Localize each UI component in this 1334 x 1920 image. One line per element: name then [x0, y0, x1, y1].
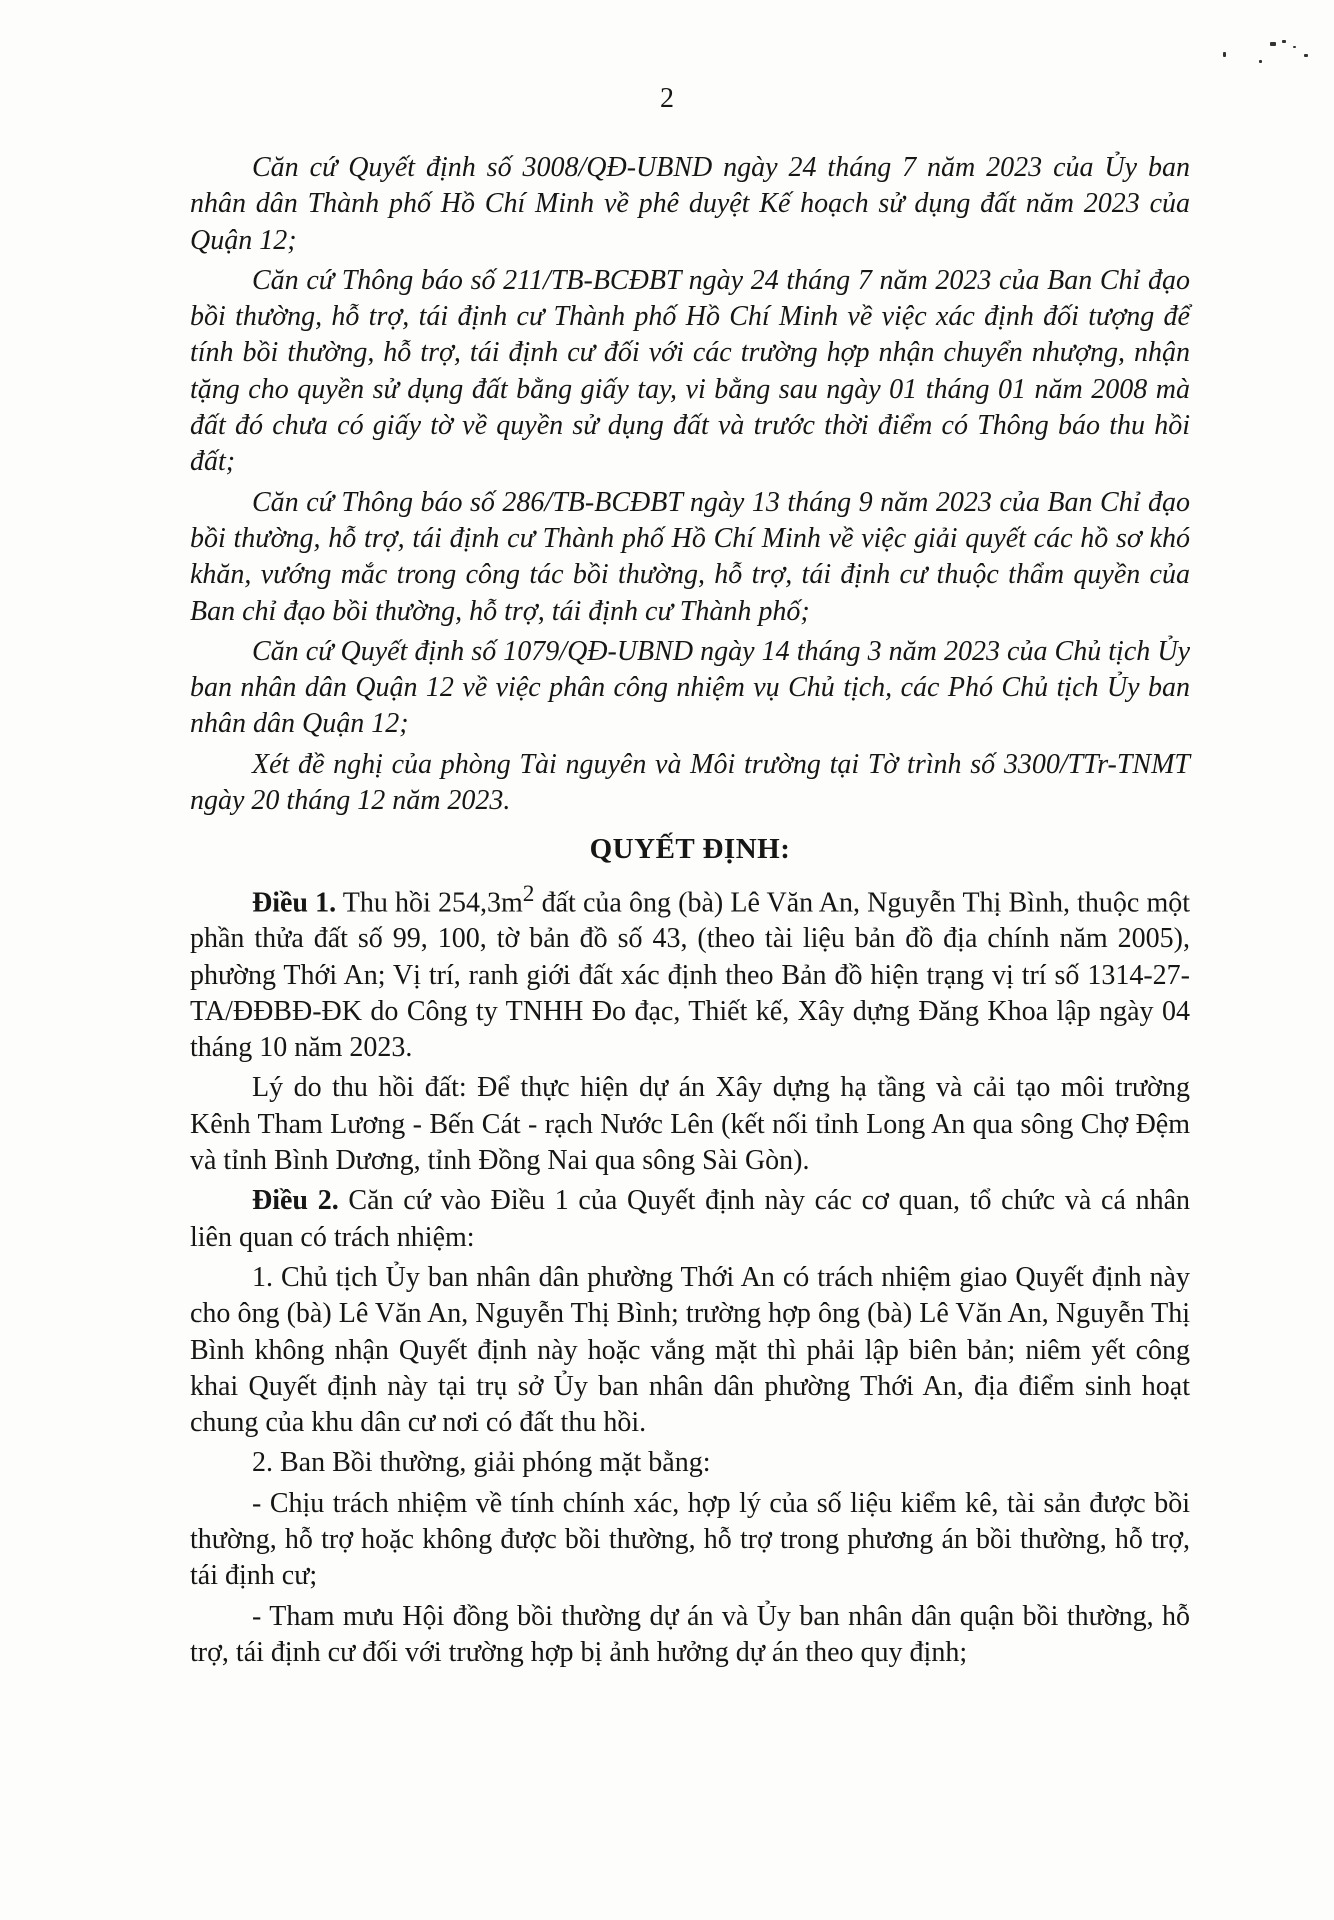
- preamble-paragraph: Căn cứ Quyết định số 1079/QĐ-UBND ngày 14 tháng 3 năm 2023 của Chủ tịch Ủy ban nhân dân Quận 12 về việc phân công nhiệm vụ Chủ tịch, các Phó Chủ tịch Ủy ban nhân dân Quận 12;: [190, 635, 1190, 740]
- article-1-label: Điều 1.: [252, 886, 337, 918]
- preamble-paragraph: Căn cứ Thông báo số 211/TB-BCĐBT ngày 24 tháng 7 năm 2023 của Ban Chỉ đạo bồi thường, hỗ trợ, tái định cư Thành phố Hồ Chí Minh về việc xác định đối tượng để tính bồi thường, hỗ trợ, tái định cư đối với các trường hợp nhận chuyển nhượng, nhận tặng cho quyền sử dụng đất bằng giấy tay, vi bằng sau ngày 01 tháng 01 năm 2008 mà đất đó chưa có giấy tờ về quyền sử dụng đất và trước thời điểm có Thông báo thu hồi đất;: [190, 264, 1190, 478]
- article-2-item: - Chịu trách nhiệm về tính chính xác, hợp lý của số liệu kiểm kê, tài sản được bồi thường, hỗ trợ hoặc không được bồi thường, hỗ trợ trong phương án bồi thường, hỗ trợ, tái định cư;: [190, 1487, 1190, 1592]
- preamble-paragraph: Căn cứ Quyết định số 3008/QĐ-UBND ngày 24 tháng 7 năm 2023 của Ủy ban nhân dân Thành phố Hồ Chí Minh về phê duyệt Kế hoạch sử dụng đất năm 2023 của Quận 12;: [190, 152, 1190, 256]
- article-2: [190, 1183, 1190, 1256]
- preamble-paragraph: Căn cứ Thông báo số 286/TB-BCĐBT ngày 13 tháng 9 năm 2023 của Ban Chỉ đạo bồi thường, hỗ trợ, tái định cư Thành phố Hồ Chí Minh về việc giải quyết các hồ sơ khó khăn, vướng mắc trong công tác bồi thường, hỗ trợ, tái định cư thuộc thẩm quyền của Ban chỉ đạo bồi thường, hỗ trợ, tái định cư Thành phố;: [190, 486, 1190, 627]
- decision-heading: QUYẾT ĐỊNH:: [589, 833, 791, 866]
- article-2-label: Điều 2.: [252, 1185, 339, 1217]
- article-2-item: 1. Chủ tịch Ủy ban nhân dân phường Thới An có trách nhiệm giao Quyết định này cho ông (bà) Lê Văn An, Nguyễn Thị Bình; trường hợp ông (bà) Lê Văn An, Nguyễn Thị Bình không nhận Quyết định này hoặc vắng mặt thì phải lập biên bản; niêm yết công khai Quyết định này tại trụ sở Ủy ban nhân dân phường Thới An, địa điểm sinh hoạt chung của khu dân cư nơi có đất thu hồi.: [190, 1261, 1190, 1439]
- article-1-text-cont: đất của ông (bà) Lê Văn An, Nguyễn Thị Bình, thuộc một phần thửa đất số 99, 100, tờ bản đồ số 43, (theo tài liệu bản đồ địa chính năm 2005), phường Thới An; Vị trí, ranh giới đất xác định theo Bản đồ hiện trạng vị trí số 1314-27-TA/ĐĐBĐ-ĐK do Công ty TNHH Đo đạc, Thiết kế, Xây dựng Đăng Khoa lập ngày 04 tháng 10 năm 2023.: [190, 886, 1191, 1064]
- article-2-text: Căn cứ vào Điều 1 của Quyết định này các cơ quan, tổ chức và cá nhân liên quan có trách nhiệm:: [190, 1185, 1190, 1253]
- article-1-reason: Lý do thu hồi đất: Để thực hiện dự án Xây dựng hạ tầng và cải tạo môi trường Kênh Tham Lương - Bến Cát - rạch Nước Lên (kết nối tỉnh Long An qua sông Chợ Đệm và tỉnh Bình Dương, tỉnh Đồng Nai qua sông Sài Gòn).: [190, 1072, 1190, 1177]
- preamble-paragraph: Xét đề nghị của phòng Tài nguyên và Môi trường tại Tờ trình số 3300/TTr-TNMT ngày 20 tháng 12 năm 2023.: [190, 748, 1190, 817]
- article-1: [190, 876, 1190, 1067]
- article-2-item: 2. Ban Bồi thường, giải phóng mặt bằng:: [252, 1447, 711, 1479]
- area-unit-superscript: 2: [522, 880, 535, 907]
- article-1-text: Thu hồi 254,3m: [336, 886, 523, 918]
- article-2-item: - Tham mưu Hội đồng bồi thường dự án và Ủy ban nhân dân quận bồi thường, hỗ trợ, tái định cư đối với trường hợp bị ảnh hưởng dự án theo quy định;: [190, 1600, 1190, 1668]
- document-body: [190, 150, 1190, 1675]
- page-number: 2: [660, 83, 674, 114]
